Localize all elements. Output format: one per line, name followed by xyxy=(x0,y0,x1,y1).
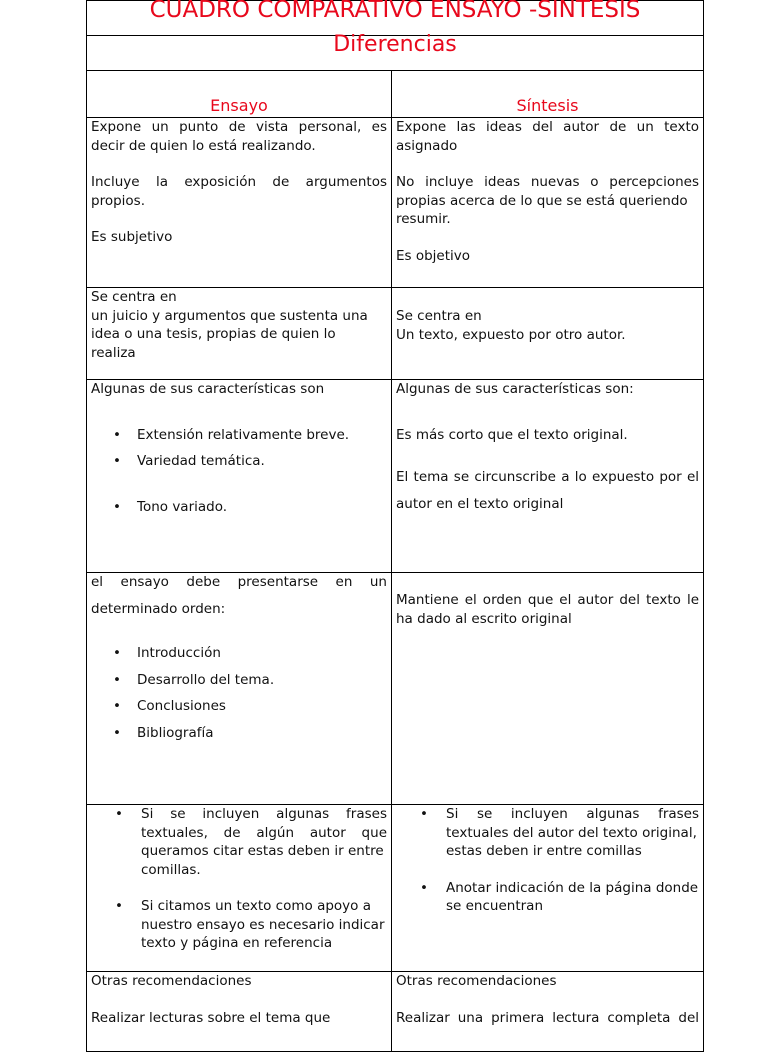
text-line: Expone un punto de vista personal, es xyxy=(91,119,387,135)
text-line: queramos citar estas deben ir entre xyxy=(141,843,384,859)
list-item-text: Bibliografía xyxy=(137,724,214,741)
text-line: Es más corto que el texto original. xyxy=(396,426,628,443)
list-item-text: Tono variado. xyxy=(137,498,228,515)
bullet-icon: • xyxy=(113,453,121,469)
text-line: se encuentran xyxy=(446,898,544,914)
sintesis-cell xyxy=(392,972,704,1052)
text-line: No incluye ideas nuevas o percepciones xyxy=(396,174,700,190)
list-item xyxy=(113,697,387,716)
text-line: Realizar lecturas sobre el tema que xyxy=(91,1009,331,1026)
text-line: idea o una tesis, propias de quien lo xyxy=(91,326,336,342)
sintesis-cell xyxy=(392,380,704,573)
list-item-text: Conclusiones xyxy=(137,698,226,714)
column-header-ensayo: Ensayo xyxy=(87,71,392,118)
text-line: Otras recomendaciones xyxy=(91,973,252,989)
table-row xyxy=(87,118,704,288)
ensayo-cell xyxy=(87,972,392,1052)
sintesis-cell xyxy=(392,573,704,805)
ensayo-cell xyxy=(87,118,392,288)
comparison-table xyxy=(86,0,704,1052)
text-line: decir de quien lo está realizando. xyxy=(91,137,316,154)
list-item xyxy=(113,724,387,743)
sintesis-cell xyxy=(392,288,704,380)
list-item xyxy=(113,498,387,517)
text-line: textuales, de algún autor que xyxy=(141,824,387,841)
bullet-icon: • xyxy=(113,724,121,741)
list-item xyxy=(115,897,387,953)
column-header-sintesis: Síntesis xyxy=(392,71,704,118)
text-line: propios. xyxy=(91,192,145,209)
text-line: Algunas de sus características son xyxy=(91,381,325,397)
bullet-icon: • xyxy=(113,671,121,688)
text-line: Expone las ideas del autor de un texto xyxy=(396,119,700,135)
table-row xyxy=(87,288,704,380)
text-line: El tema se circunscribe a lo expuesto por el xyxy=(396,469,700,485)
text-line: nuestro ensayo es necesario indicar xyxy=(141,916,385,933)
bullet-icon: • xyxy=(115,898,123,914)
text-line: Incluye la exposición de argumentos xyxy=(91,174,387,190)
text-line: comillas. xyxy=(141,861,201,878)
text-line: Se centra en xyxy=(91,289,177,305)
table-row xyxy=(87,972,704,1052)
text-line: Anotar indicación de la página donde xyxy=(446,879,699,896)
text-line: Algunas de sus características son: xyxy=(396,381,634,397)
text-line: ha dado al escrito original xyxy=(396,610,572,627)
table-row xyxy=(87,573,704,805)
list-item xyxy=(113,426,387,445)
bullet-icon: • xyxy=(115,806,123,822)
text-line: autor en el texto original xyxy=(396,495,564,512)
list-item-text: Extensión relativamente breve. xyxy=(137,426,350,443)
text-line: Si se incluyen algunas frases xyxy=(141,806,387,822)
bullet-icon: • xyxy=(113,698,121,714)
table-title: CUADRO COMPARATIVO ENSAYO -SINTESIS xyxy=(87,1,704,36)
text-line: Mantiene el orden que el autor del texto le xyxy=(396,592,700,608)
text-line: Si citamos un texto como apoyo a xyxy=(141,898,371,914)
ensayo-cell xyxy=(87,573,392,805)
list-item xyxy=(420,805,700,861)
bullet-icon: • xyxy=(113,498,121,515)
text-line: propias acerca de lo que se está queriendo xyxy=(396,192,688,209)
list-item xyxy=(115,805,387,879)
text-line: el ensayo debe presentarse en un xyxy=(91,574,387,590)
text-line: Es subjetivo xyxy=(91,229,173,245)
text-line: texto y página en referencia xyxy=(141,935,333,951)
text-line: un juicio y argumentos que sustenta una xyxy=(91,307,368,324)
bullet-icon: • xyxy=(420,806,428,822)
table-row xyxy=(87,380,704,573)
list-item xyxy=(113,671,387,690)
bullet-icon: • xyxy=(113,645,121,661)
list-item xyxy=(113,452,387,471)
text-line: Se centra en xyxy=(396,308,482,324)
list-item xyxy=(113,644,387,663)
bullet-icon: • xyxy=(113,426,121,443)
list-item-text: Desarrollo del tema. xyxy=(137,671,275,688)
list-item xyxy=(420,879,699,916)
text-line: Realizar una primera lectura completa del xyxy=(396,1009,700,1026)
text-line: Si se incluyen algunas frases xyxy=(446,806,700,822)
ensayo-cell xyxy=(87,805,392,972)
text-line: resumir. xyxy=(396,211,451,227)
text-line: textuales del autor del texto original, xyxy=(446,824,697,841)
sintesis-cell xyxy=(392,118,704,288)
text-line: determinado orden: xyxy=(91,600,226,617)
table-subtitle: Diferencias xyxy=(87,36,704,71)
list-item-text: Introducción xyxy=(137,645,221,661)
text-line: Otras recomendaciones xyxy=(396,973,557,989)
ensayo-cell xyxy=(87,288,392,380)
text-line: estas deben ir entre comillas xyxy=(446,843,642,859)
text-line: realiza xyxy=(91,344,136,361)
list-item-text: Variedad temática. xyxy=(137,453,265,469)
text-line: Es objetivo xyxy=(396,247,471,264)
ensayo-cell xyxy=(87,380,392,573)
text-line: asignado xyxy=(396,137,458,154)
bullet-icon: • xyxy=(420,879,428,896)
table-row xyxy=(87,805,704,972)
sintesis-cell xyxy=(392,805,704,972)
text-line: Un texto, expuesto por otro autor. xyxy=(396,326,626,343)
